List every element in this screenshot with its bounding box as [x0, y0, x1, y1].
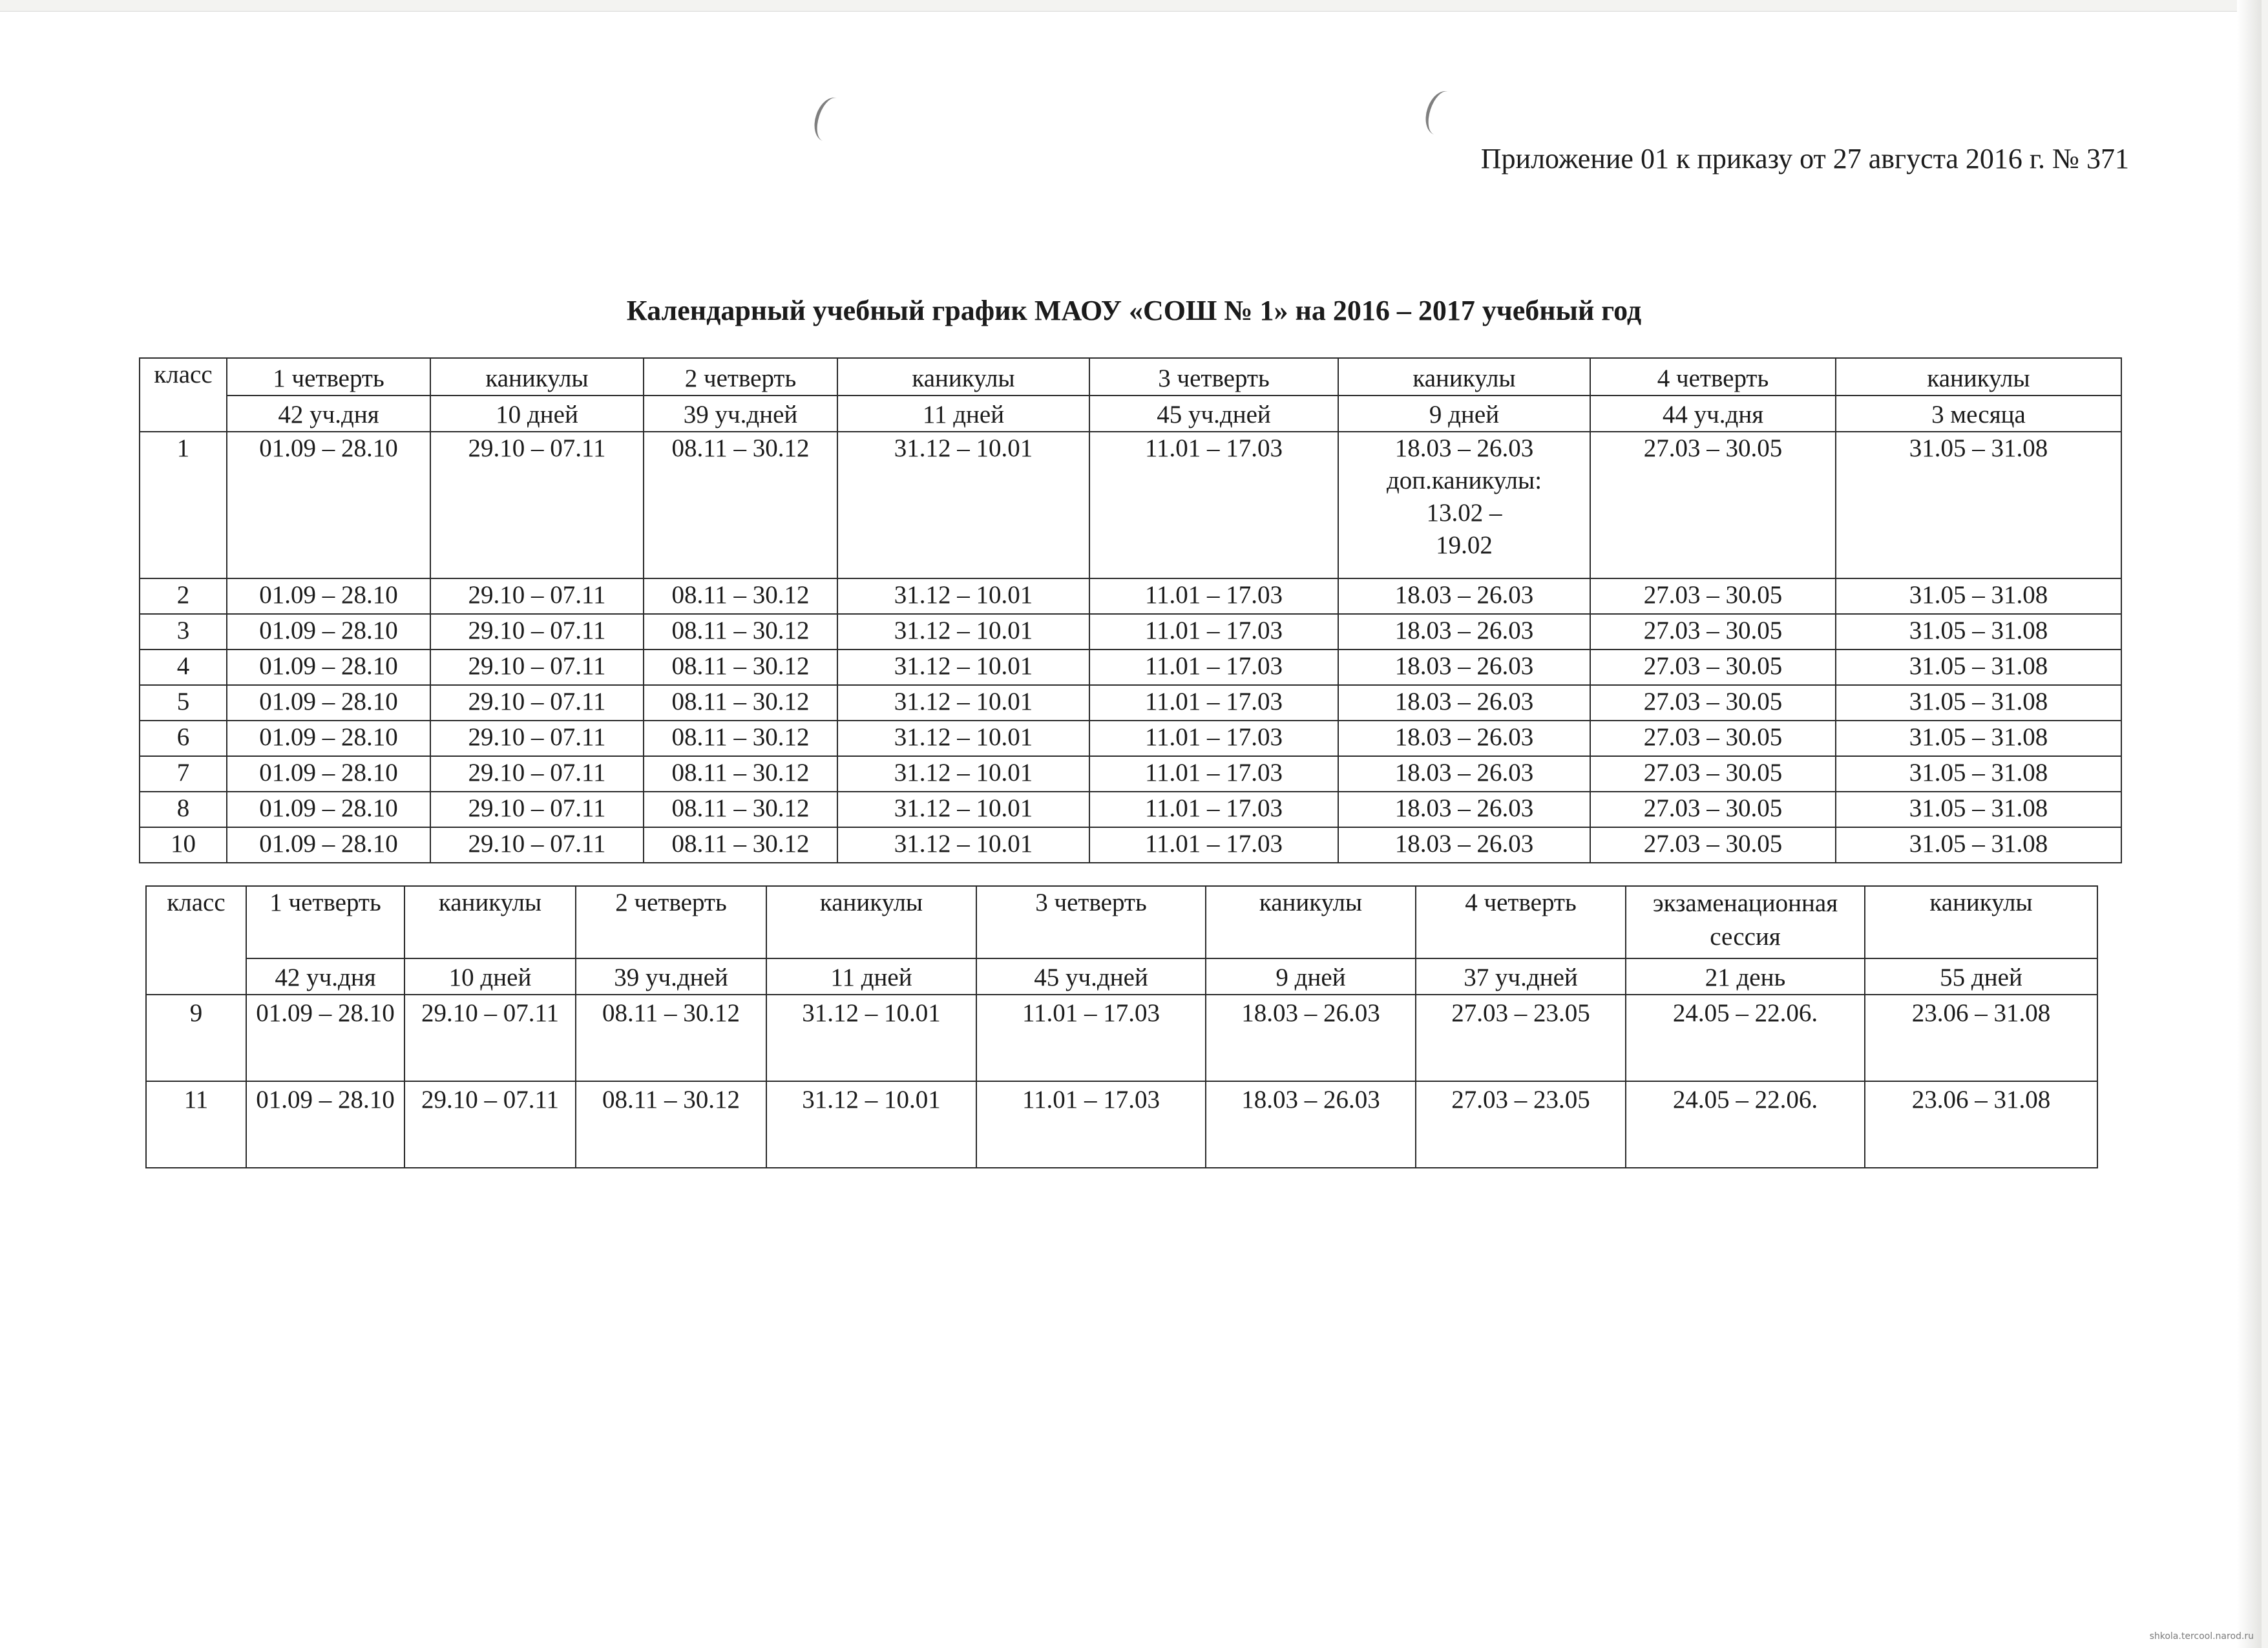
table-cell: 01.09 – 28.10 [227, 432, 430, 578]
class-cell: 8 [140, 792, 227, 827]
table-cell: 08.11 – 30.12 [644, 578, 837, 614]
table-cell: 08.11 – 30.12 [576, 995, 766, 1081]
subheader-cell: 11 дней [837, 396, 1089, 432]
table-header-row [146, 886, 2097, 958]
table-subheader-row [140, 396, 2121, 432]
subheader-cell: 37 уч.дней [1416, 958, 1626, 995]
table-cell: 27.03 – 30.05 [1590, 650, 1836, 685]
table-cell: 29.10 – 07.11 [430, 721, 644, 756]
header-cell: 1 четверть [246, 886, 404, 958]
subheader-cell: 10 дней [404, 958, 576, 995]
subheader-cell: 42 уч.дня [227, 396, 430, 432]
table-cell: 23.06 – 31.08 [1865, 1081, 2097, 1168]
table-cell: 31.05 – 31.08 [1836, 792, 2121, 827]
table-cell: 31.12 – 10.01 [837, 756, 1089, 792]
schedule-table-main [139, 357, 2122, 863]
table-cell: 31.05 – 31.08 [1836, 685, 2121, 721]
header-cell: 4 четверть [1416, 886, 1626, 958]
table-cell: 08.11 – 30.12 [644, 432, 837, 578]
extra-holidays-end: 19.02 [1436, 531, 1493, 559]
subheader-cell: 39 уч.дней [644, 396, 837, 432]
table-cell: 31.12 – 10.01 [766, 995, 976, 1081]
table-cell: 08.11 – 30.12 [644, 827, 837, 863]
table-cell: 18.03 – 26.03 [1338, 614, 1590, 650]
subheader-cell: 42 уч.дня [246, 958, 404, 995]
extra-holidays-start: 13.02 – [1426, 499, 1502, 527]
subheader-cell: 44 уч.дня [1590, 396, 1836, 432]
table-cell: 31.12 – 10.01 [837, 578, 1089, 614]
table-header-row [140, 358, 2121, 396]
table-cell: 31.05 – 31.08 [1836, 756, 2121, 792]
table-cell: 01.09 – 28.10 [227, 756, 430, 792]
table-cell: 29.10 – 07.11 [404, 995, 576, 1081]
header-cell: каникулы [1206, 886, 1416, 958]
appendix-note: Приложение 01 к приказу от 27 августа 2016 г. № 371 [1480, 143, 2129, 174]
table-row [146, 995, 2097, 1081]
table-cell: 18.03 – 26.03 [1206, 995, 1416, 1081]
table-row [140, 578, 2121, 614]
table-cell: 11.01 – 17.03 [1089, 432, 1338, 578]
document-title: Календарный учебный график МАОУ «СОШ № 1» на 2016 – 2017 учебный год [626, 295, 1642, 326]
table-cell: 29.10 – 07.11 [430, 578, 644, 614]
table-cell: 23.06 – 31.08 [1865, 995, 2097, 1081]
table-cell: 18.03 – 26.03 [1338, 578, 1590, 614]
table-cell: 11.01 – 17.03 [1089, 614, 1338, 650]
table-subheader-row [146, 958, 2097, 995]
subheader-cell: 55 дней [1865, 958, 2097, 995]
subheader-cell: 45 уч.дней [976, 958, 1206, 995]
table-cell: 31.12 – 10.01 [766, 1081, 976, 1168]
table-cell: 18.03 – 26.03 [1338, 792, 1590, 827]
table-cell: 29.10 – 07.11 [430, 827, 644, 863]
table-cell: 18.03 – 26.03 [1206, 1081, 1416, 1168]
table-cell-text: 18.03 – 26.03 [1394, 434, 1534, 462]
subheader-cell: 45 уч.дней [1089, 396, 1338, 432]
table-cell: 24.05 – 22.06. [1626, 995, 1865, 1081]
table-cell: 01.09 – 28.10 [227, 650, 430, 685]
table-cell: 11.01 – 17.03 [976, 995, 1206, 1081]
table-cell: 11.01 – 17.03 [1089, 721, 1338, 756]
table-body [146, 995, 2097, 1168]
table-cell: 01.09 – 28.10 [246, 995, 404, 1081]
subheader-cell: 9 дней [1338, 396, 1590, 432]
header-cell: каникулы [1338, 358, 1590, 396]
table-cell: 01.09 – 28.10 [227, 614, 430, 650]
table-cell: 18.03 – 26.03 [1338, 685, 1590, 721]
table-cell: 24.05 – 22.06. [1626, 1081, 1865, 1168]
header-cell: 2 четверть [576, 886, 766, 958]
table-cell: 31.12 – 10.01 [837, 614, 1089, 650]
table-cell: 01.09 – 28.10 [246, 1081, 404, 1168]
table-cell: 08.11 – 30.12 [644, 685, 837, 721]
table-cell: 27.03 – 30.05 [1590, 756, 1836, 792]
subheader-cell: 39 уч.дней [576, 958, 766, 995]
table-cell: 29.10 – 07.11 [430, 650, 644, 685]
class-cell: 4 [140, 650, 227, 685]
table-cell: 08.11 – 30.12 [644, 614, 837, 650]
table-row [140, 614, 2121, 650]
table-cell: 27.03 – 30.05 [1590, 578, 1836, 614]
table-cell: 01.09 – 28.10 [227, 685, 430, 721]
table-cell: 11.01 – 17.03 [976, 1081, 1206, 1168]
class-cell: 1 [140, 432, 227, 578]
spring-holidays-cell [1338, 432, 1590, 578]
table-cell: 08.11 – 30.12 [644, 721, 837, 756]
extra-holidays-label: доп.каникулы: [1386, 467, 1542, 494]
header-cell: каникулы [404, 886, 576, 958]
table-cell: 31.05 – 31.08 [1836, 432, 2121, 578]
header-cell: класс [146, 886, 246, 995]
header-cell: 3 четверть [976, 886, 1206, 958]
header-cell: класс [140, 358, 227, 432]
header-cell: экзаменационная сессия [1626, 886, 1865, 958]
table-cell: 27.03 – 30.05 [1590, 432, 1836, 578]
table-cell: 31.05 – 31.08 [1836, 827, 2121, 863]
table-cell: 01.09 – 28.10 [227, 578, 430, 614]
header-cell: каникулы [766, 886, 976, 958]
table-cell: 11.01 – 17.03 [1089, 685, 1338, 721]
header-cell: 2 четверть [644, 358, 837, 396]
header-cell: каникулы [1836, 358, 2121, 396]
subheader-cell: 10 дней [430, 396, 644, 432]
table-cell: 29.10 – 07.11 [430, 432, 644, 578]
class-cell: 3 [140, 614, 227, 650]
table-cell: 31.05 – 31.08 [1836, 578, 2121, 614]
header-cell: каникулы [837, 358, 1089, 396]
table-row [140, 792, 2121, 827]
subheader-cell: 9 дней [1206, 958, 1416, 995]
subheader-cell: 11 дней [766, 958, 976, 995]
table-cell: 27.03 – 23.05 [1416, 1081, 1626, 1168]
table-row [140, 432, 2121, 578]
table-cell: 31.12 – 10.01 [837, 721, 1089, 756]
class-cell: 9 [146, 995, 246, 1081]
table-row [140, 756, 2121, 792]
table-row [140, 650, 2121, 685]
table-row [140, 721, 2121, 756]
table-cell: 31.12 – 10.01 [837, 650, 1089, 685]
header-cell: 1 четверть [227, 358, 430, 396]
table-cell: 29.10 – 07.11 [430, 756, 644, 792]
class-cell: 10 [140, 827, 227, 863]
table-row [140, 827, 2121, 863]
table-cell: 27.03 – 23.05 [1416, 995, 1626, 1081]
table-cell: 11.01 – 17.03 [1089, 578, 1338, 614]
header-cell: каникулы [1865, 886, 2097, 958]
header-cell: каникулы [430, 358, 644, 396]
table-cell: 08.11 – 30.12 [644, 792, 837, 827]
table-row [140, 685, 2121, 721]
class-cell: 2 [140, 578, 227, 614]
table-cell: 31.12 – 10.01 [837, 792, 1089, 827]
watermark-url: shkola.tercool.narod.ru [2149, 1631, 2254, 1642]
table-cell: 31.12 – 10.01 [837, 685, 1089, 721]
table-cell: 27.03 – 30.05 [1590, 721, 1836, 756]
table-cell: 08.11 – 30.12 [644, 650, 837, 685]
table-cell: 11.01 – 17.03 [1089, 792, 1338, 827]
table-cell: 18.03 – 26.03 [1338, 650, 1590, 685]
table-cell: 31.12 – 10.01 [837, 432, 1089, 578]
table-cell: 08.11 – 30.12 [576, 1081, 766, 1168]
schedule-table-exam-classes [145, 885, 2098, 1168]
table-cell: 31.12 – 10.01 [837, 827, 1089, 863]
table-cell: 29.10 – 07.11 [404, 1081, 576, 1168]
table-cell: 27.03 – 30.05 [1590, 685, 1836, 721]
table-body [140, 578, 2121, 863]
table-cell: 18.03 – 26.03 [1338, 827, 1590, 863]
sheet-edge-shadow [2237, 0, 2262, 1648]
table-cell: 29.10 – 07.11 [430, 685, 644, 721]
table-cell: 27.03 – 30.05 [1590, 827, 1836, 863]
class-cell: 6 [140, 721, 227, 756]
table-cell: 11.01 – 17.03 [1089, 756, 1338, 792]
table-cell: 01.09 – 28.10 [227, 721, 430, 756]
header-cell: 3 четверть [1089, 358, 1338, 396]
class-cell: 11 [146, 1081, 246, 1168]
table-cell: 27.03 – 30.05 [1590, 614, 1836, 650]
table-cell: 01.09 – 28.10 [227, 827, 430, 863]
table-cell: 27.03 – 30.05 [1590, 792, 1836, 827]
table-cell: 11.01 – 17.03 [1089, 827, 1338, 863]
class-cell: 7 [140, 756, 227, 792]
table-cell: 31.05 – 31.08 [1836, 614, 2121, 650]
subheader-cell: 3 месяца [1836, 396, 2121, 432]
table-cell: 01.09 – 28.10 [227, 792, 430, 827]
table-cell: 31.05 – 31.08 [1836, 650, 2121, 685]
table-cell: 11.01 – 17.03 [1089, 650, 1338, 685]
table-cell: 18.03 – 26.03 [1338, 756, 1590, 792]
table-cell: 18.03 – 26.03 [1338, 721, 1590, 756]
table-row [146, 1081, 2097, 1168]
class-cell: 5 [140, 685, 227, 721]
table-cell: 08.11 – 30.12 [644, 756, 837, 792]
subheader-cell: 21 день [1626, 958, 1865, 995]
table-cell: 31.05 – 31.08 [1836, 721, 2121, 756]
table-cell: 29.10 – 07.11 [430, 614, 644, 650]
header-cell: 4 четверть [1590, 358, 1836, 396]
table-cell: 29.10 – 07.11 [430, 792, 644, 827]
